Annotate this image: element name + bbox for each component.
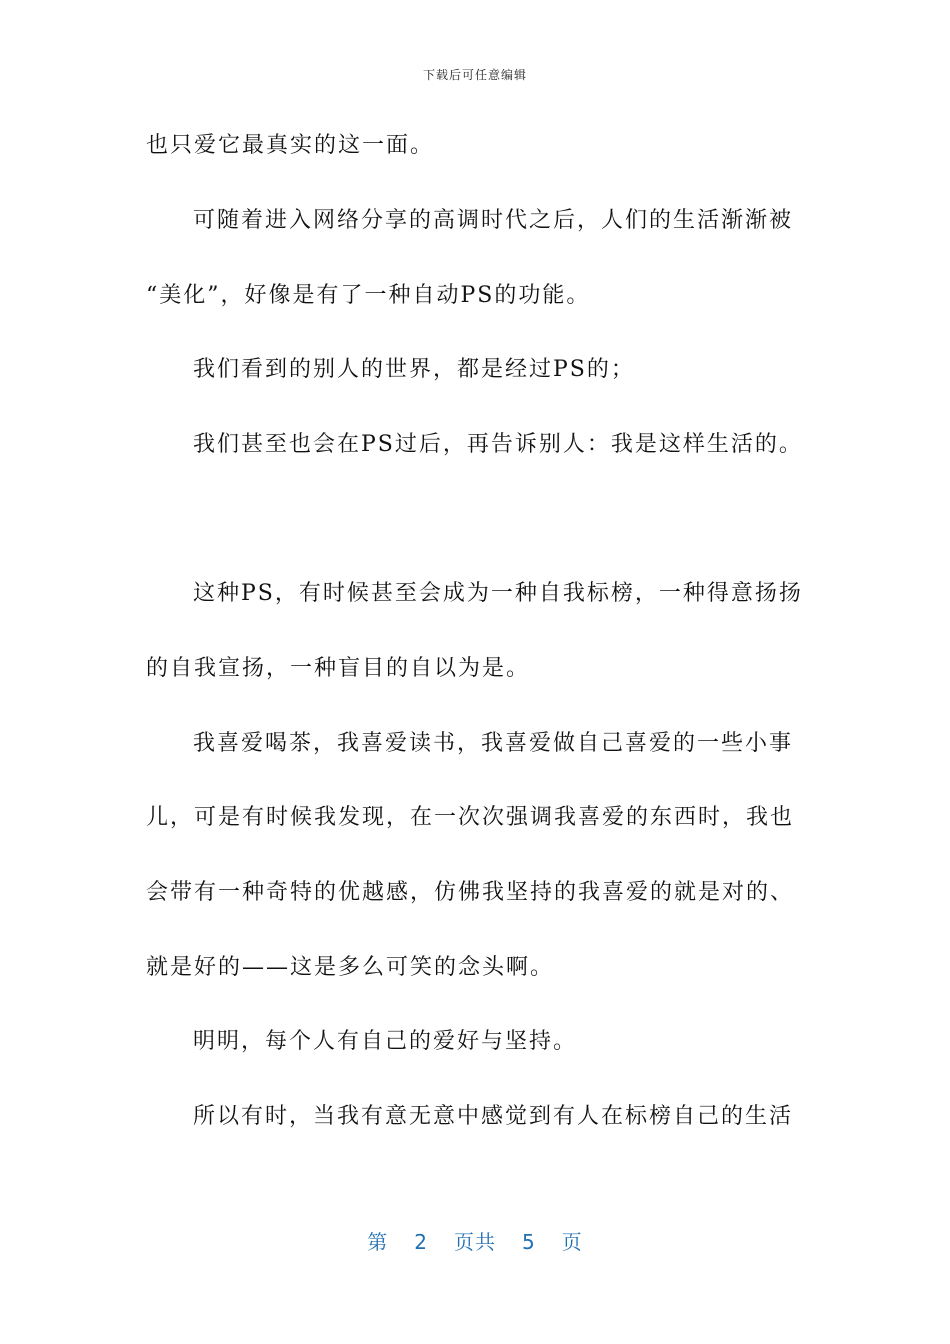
text-line: 的自我宣扬，一种盲目的自以为是。 <box>146 656 531 681</box>
text-line: “美化”，好像是有了一种自动PS的功能。 <box>146 283 591 308</box>
text-line: 这种PS，有时候甚至会成为一种自我标榜，一种得意扬扬 <box>193 581 803 606</box>
text-line: 可随着进入网络分享的高调时代之后，人们的生活渐渐被 <box>193 208 794 233</box>
text-line: 我们甚至也会在PS过后，再告诉别人：我是这样生活的。 <box>193 432 803 457</box>
footer-prefix: 第 <box>367 1230 389 1254</box>
footer-suffix: 页 <box>561 1230 583 1254</box>
text-line: 我喜爱喝茶，我喜爱读书，我喜爱做自己喜爱的一些小事 <box>193 731 794 756</box>
text-line: 就是好的——这是多么可笑的念头啊。 <box>146 955 555 980</box>
footer-total-pages: 5 <box>522 1230 536 1254</box>
text-line: 我们看到的别人的世界，都是经过PS的； <box>193 357 635 382</box>
text-line: 所以有时，当我有意无意中感觉到有人在标榜自己的生活 <box>193 1104 794 1129</box>
footer-current-page: 2 <box>414 1230 428 1254</box>
footer-middle: 页共 <box>454 1230 496 1254</box>
text-line: 会带有一种奇特的优越感，仿佛我坚持的我喜爱的就是对的、 <box>146 880 795 905</box>
page-header: 下载后可任意编辑 <box>422 68 527 82</box>
text-line: 儿，可是有时候我发现，在一次次强调我喜爱的东西时，我也 <box>146 805 795 830</box>
page-footer <box>0 1226 950 1255</box>
text-line: 明明，每个人有自己的爱好与坚持。 <box>193 1029 578 1054</box>
text-line: 也只爱它最真实的这一面。 <box>146 133 435 158</box>
